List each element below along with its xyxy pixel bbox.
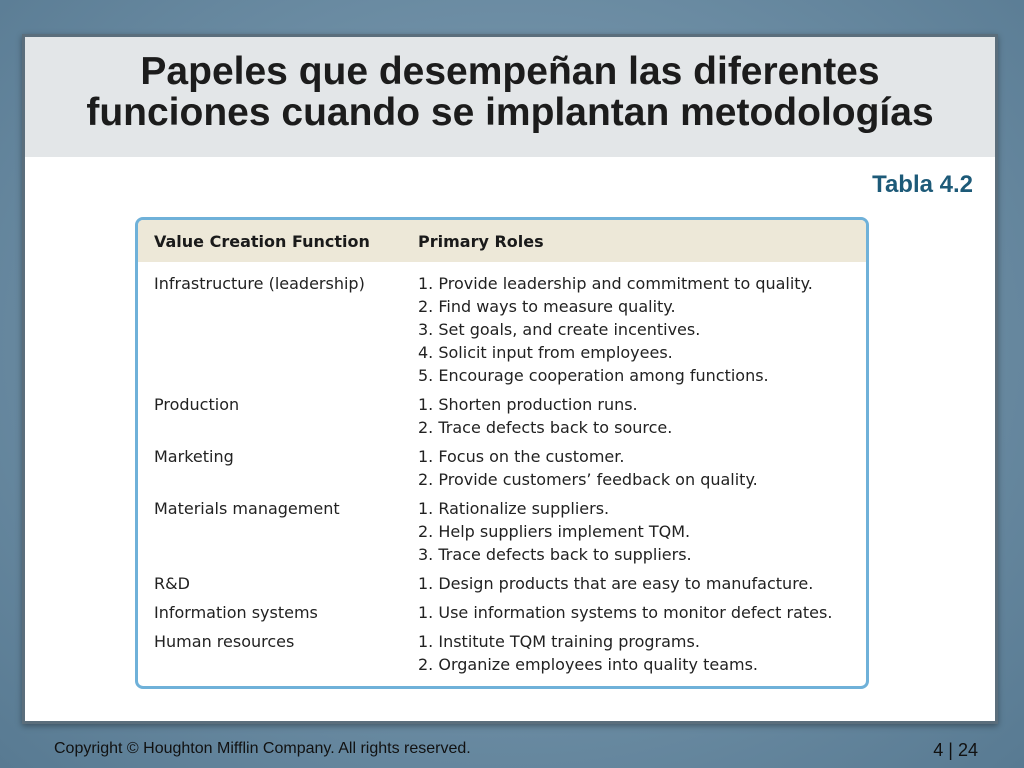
primary-role-item: 4. Solicit input from employees. [418, 343, 673, 362]
value-creation-function-cell: Marketing [154, 447, 234, 466]
primary-role-item: 2. Provide customers’ feedback on quality. [418, 470, 758, 489]
slide-title [25, 37, 995, 133]
page-number: 4 | 24 [933, 740, 978, 760]
value-creation-function-cell: R&D [154, 574, 190, 593]
roles-table [135, 217, 869, 689]
primary-roles-cell [418, 445, 866, 491]
table-row [138, 497, 866, 566]
primary-roles-cell [418, 630, 866, 676]
primary-role-item: 2. Help suppliers implement TQM. [418, 522, 691, 541]
primary-role-item: 1. Use information systems to monitor defect rates. [418, 603, 833, 622]
primary-role-item: 1. Focus on the customer. [418, 447, 625, 466]
primary-roles-cell [418, 572, 866, 595]
table-row [138, 445, 866, 491]
slide-title-line-2: funciones cuando se implantan metodologías [86, 91, 934, 134]
primary-role-item: 2. Organize employees into quality teams. [418, 655, 758, 674]
header-value-creation-function: Value Creation Function [154, 231, 370, 251]
table-row [138, 393, 866, 439]
footer-copyright: Copyright © Houghton Mifflin Company. All rights reserved. [54, 740, 471, 757]
table-header [138, 220, 866, 262]
primary-role-item: 3. Set goals, and create incentives. [418, 320, 701, 339]
primary-role-item: 2. Trace defects back to source. [418, 418, 673, 437]
primary-role-item: 1. Institute TQM training programs. [418, 632, 700, 651]
table-row [138, 272, 866, 387]
table-reference: Tabla 4.2 [872, 171, 973, 198]
primary-role-item: 3. Trace defects back to suppliers. [418, 545, 692, 564]
primary-role-item: 2. Find ways to measure quality. [418, 297, 676, 316]
table-row [138, 601, 866, 624]
primary-role-item: 1. Shorten production runs. [418, 395, 638, 414]
header-primary-roles: Primary Roles [418, 231, 544, 251]
slide-frame [22, 34, 998, 724]
table-body [138, 262, 866, 676]
primary-roles-cell [418, 393, 866, 439]
primary-roles-cell [418, 272, 866, 387]
value-creation-function-cell: Infrastructure (leadership) [154, 274, 365, 293]
table-row [138, 572, 866, 595]
primary-roles-cell [418, 497, 866, 566]
primary-role-item: 1. Design products that are easy to manufacture. [418, 574, 814, 593]
primary-role-item: 5. Encourage cooperation among functions. [418, 366, 769, 385]
primary-role-item: 1. Rationalize suppliers. [418, 499, 610, 518]
value-creation-function-cell: Production [154, 395, 240, 414]
title-band [25, 37, 995, 157]
value-creation-function-cell: Human resources [154, 632, 295, 651]
value-creation-function-cell: Information systems [154, 603, 318, 622]
value-creation-function-cell: Materials management [154, 499, 340, 518]
primary-roles-cell [418, 601, 866, 624]
primary-role-item: 1. Provide leadership and commitment to quality. [418, 274, 813, 293]
slide-title-line-1: Papeles que desempeñan las diferentes [140, 50, 880, 93]
table-row [138, 630, 866, 676]
